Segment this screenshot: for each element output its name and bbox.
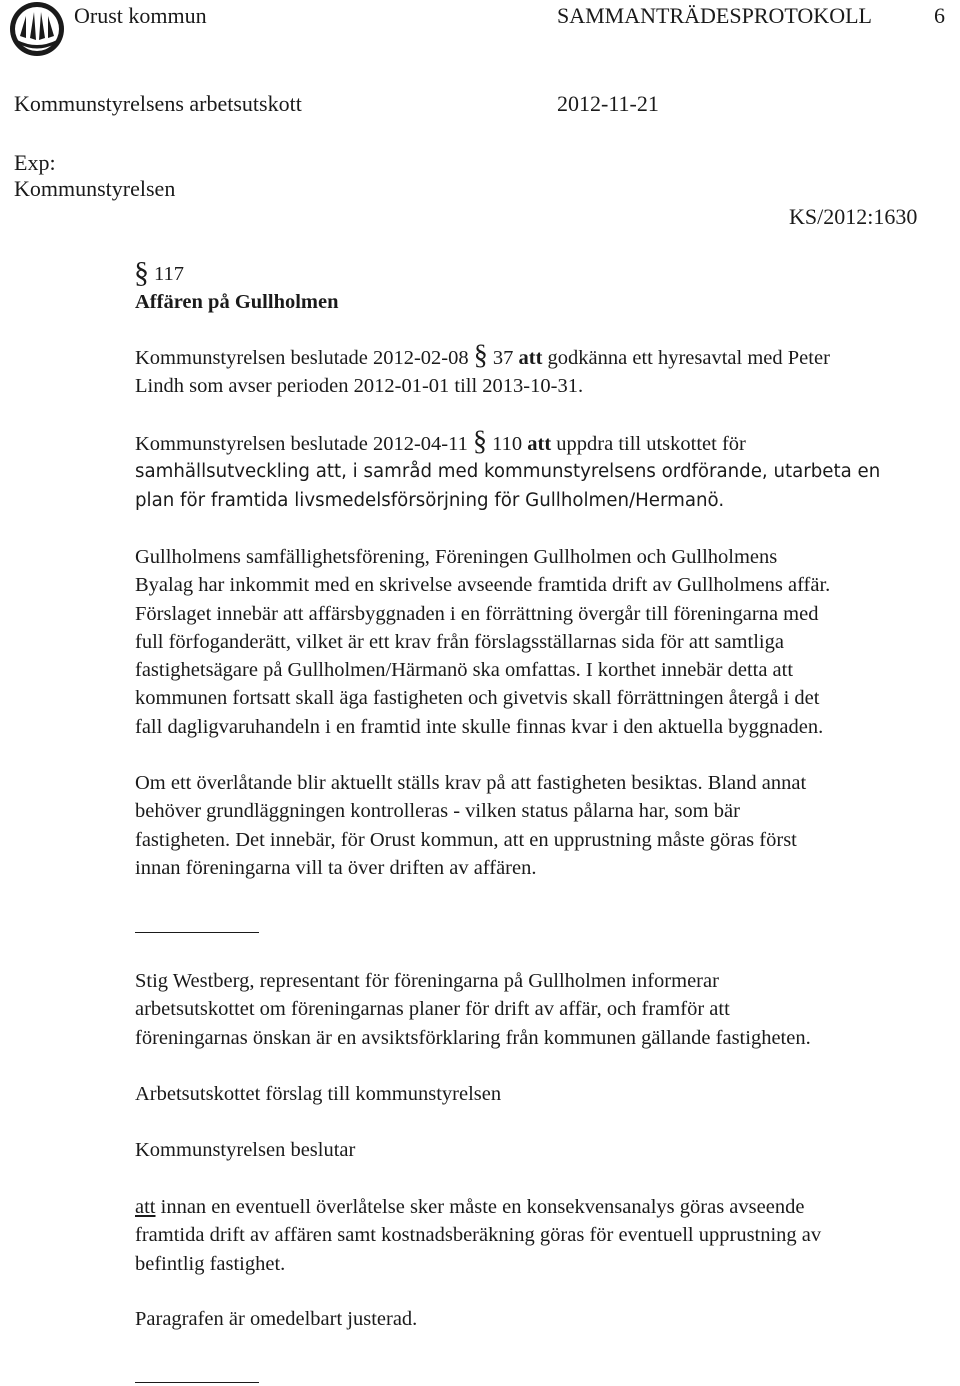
document-type: SAMMANTRÄDESPROTOKOLL bbox=[557, 3, 872, 28]
text-line: plan för framtida livsmedelsförsörjning för Gullholmen/Hermanö. bbox=[135, 489, 725, 511]
text-line: Lindh som avser perioden 2012-01-01 till 2013-10-31. bbox=[135, 375, 584, 398]
committee-name: Kommunstyrelsens arbetsutskott bbox=[14, 91, 302, 116]
section-number: 117 bbox=[154, 263, 184, 285]
decision-heading: Kommunstyrelsen beslutar bbox=[135, 1139, 356, 1161]
section-symbol: § bbox=[473, 426, 487, 457]
text-line: Förslaget innebär att affärsbyggnaden i en förrättning övergår till föreningarna med bbox=[135, 602, 819, 625]
text-line: fall dagligvaruhandeln i en framtid inte skulle finnas kvar i den aktuella byggnaden. bbox=[135, 715, 824, 738]
page-number: 6 bbox=[934, 3, 945, 28]
text-line: fastigheten. Det innebär, för Orust kommun, att en upprustning måste göras först bbox=[135, 828, 797, 851]
decision-text bbox=[135, 1193, 955, 1278]
text-line: full förfoganderätt, vilket är ett krav från förslagsställarnas sida för att samtliga bbox=[135, 630, 784, 653]
section-divider bbox=[135, 932, 259, 933]
section-symbol: § bbox=[134, 256, 149, 289]
text-line: samhällsutveckling att, i samråd med kommunstyrelsens ordförande, utarbeta en bbox=[135, 461, 881, 483]
text-line: framtida drift av affären samt kostnadsberäkning göras för eventuell upprustning av bbox=[135, 1224, 822, 1247]
paragraph-information bbox=[135, 967, 955, 1052]
municipality-name: Orust kommun bbox=[74, 3, 207, 28]
closing-statement: Paragrafen är omedelbart justerad. bbox=[135, 1308, 418, 1330]
section-symbol: § bbox=[473, 340, 488, 371]
case-number: KS/2012:1630 bbox=[789, 204, 918, 229]
text-line: Kommunstyrelsen beslutade 2012-04-11 § 110 att uppdra till utskottet för bbox=[135, 426, 746, 457]
text-line: Kommunstyrelsen beslutade 2012-02-08 § 37 att godkänna ett hyresavtal med Peter bbox=[135, 340, 830, 371]
text-line: innan föreningarna vill ta över driften av affären. bbox=[135, 856, 537, 879]
text-line: Gullholmens samfällighetsförening, Föreningen Gullholmen och Gullholmens bbox=[135, 546, 778, 568]
text-line: befintlig fastighet. bbox=[135, 1252, 286, 1275]
exp-label: Exp: bbox=[14, 150, 56, 175]
signature-divider bbox=[135, 1382, 259, 1383]
att-keyword: att bbox=[135, 1196, 156, 1218]
text-line: föreningarnas önskan är en avsiktsförklaring från kommunen gällande fastigheten. bbox=[135, 1026, 811, 1049]
text-line: att innan en eventuell överlåtelse sker måste en konsekvensanalys göras avseende bbox=[135, 1196, 805, 1218]
text-line: fastighetsägare på Gullholmen/Härmanö ska omfattas. I korthet innebär detta att bbox=[135, 659, 794, 682]
municipality-logo bbox=[8, 0, 66, 58]
text-line: Stig Westberg, representant för föreningarna på Gullholmen informerar bbox=[135, 970, 719, 992]
text-line: Byalag har inkommit med en skrivelse avseende framtida drift av Gullholmens affär. bbox=[135, 574, 831, 597]
meeting-date: 2012-11-21 bbox=[557, 91, 659, 116]
text-line: behöver grundläggningen kontrolleras - vilken status pålarna har, som bär bbox=[135, 800, 740, 823]
paragraph-prior-decision-1 bbox=[135, 340, 955, 401]
text-line: kommunen fortsatt skall äga fastigheten och givetvis skall förrättningen återgå i det bbox=[135, 687, 820, 710]
proposal-heading: Arbetsutskottet förslag till kommunstyrelsen bbox=[135, 1083, 502, 1105]
paragraph-proposal-background bbox=[135, 543, 955, 741]
text-line: arbetsutskottet om föreningarnas planer för drift av affär, och framför att bbox=[135, 998, 730, 1021]
paragraph-inspection bbox=[135, 769, 955, 882]
exp-recipient: Kommunstyrelsen bbox=[14, 176, 176, 201]
text-line: Om ett överlåtande blir aktuellt ställs krav på att fastigheten besiktas. Bland annat bbox=[135, 772, 807, 794]
paragraph-prior-decision-2 bbox=[135, 426, 955, 515]
section-title: Affären på Gullholmen bbox=[135, 291, 339, 313]
